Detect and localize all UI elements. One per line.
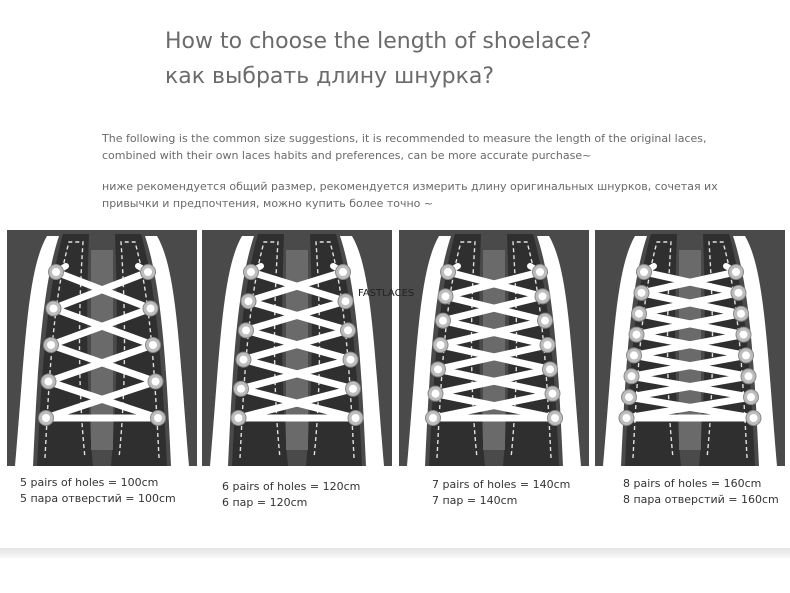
eyelet-hole (638, 289, 646, 297)
eyelet-hole (546, 365, 554, 373)
eyelet-hole (747, 393, 755, 401)
eyelet-hole (154, 414, 162, 422)
eyelet-hole (633, 331, 641, 339)
eyelet-hole (432, 390, 440, 398)
eyelet-hole (442, 292, 450, 300)
caption-7-pairs (432, 477, 570, 509)
eyelet-hole (50, 305, 58, 313)
eyelet-hole (742, 351, 750, 359)
eyelet-hole (152, 378, 160, 386)
eyelet-hole (347, 356, 355, 364)
caption-english: 7 pairs of holes = 140cm (432, 478, 571, 491)
eyelet-hole (52, 268, 60, 276)
eyelet-hole (242, 326, 250, 334)
shoe-panel-6 (202, 230, 392, 466)
eyelet-hole (247, 268, 255, 276)
caption-english: 8 pairs of holes = 160cm (623, 477, 762, 490)
eyelet-hole (541, 317, 549, 325)
eyelet-hole (237, 385, 245, 393)
shoe-lacing-illustration (7, 230, 197, 466)
caption-english: 6 pairs of holes = 120cm (222, 480, 361, 493)
watermark-text: FASTLACES (358, 288, 415, 299)
eyelet-hole (623, 414, 631, 422)
eyelet-hole (352, 414, 360, 422)
eyelet-hole (439, 317, 447, 325)
intro-russian-line-1: ниже рекомендуется общий размер, рекомендуется измерить длину оригинальных шнурков, сочетая их (102, 180, 718, 193)
eyelet-hole (549, 390, 557, 398)
eyelet-hole (630, 351, 638, 359)
title-english: How to choose the length of shoelace? (165, 29, 592, 54)
shoe-panel-5 (7, 230, 197, 466)
shoe-lacing-illustration (399, 230, 589, 466)
shoe-panel-8 (595, 230, 785, 466)
shoe-lacing-illustration (202, 230, 392, 466)
eyelet-hole (740, 331, 748, 339)
eyelet-hole (444, 268, 452, 276)
eyelet-hole (735, 289, 743, 297)
caption-5-pairs (20, 475, 176, 507)
intro-english (102, 130, 742, 164)
eyelet-hole (144, 268, 152, 276)
eyelet-hole (625, 393, 633, 401)
bottom-divider (0, 548, 790, 558)
caption-russian: 5 пара отверстий = 100cm (20, 492, 176, 505)
eyelet-hole (750, 414, 758, 422)
caption-6-pairs (222, 479, 360, 511)
caption-8-pairs (623, 476, 779, 508)
caption-russian: 8 пара отверстий = 160cm (623, 493, 779, 506)
eyelet-hole (429, 414, 437, 422)
shoe-panel-7 (399, 230, 589, 466)
eyelet-hole (339, 268, 347, 276)
eyelet-hole (42, 414, 50, 422)
eyelet-hole (536, 268, 544, 276)
eyelet-hole (551, 414, 559, 422)
caption-russian: 7 пар = 140cm (432, 494, 518, 507)
eyelet-hole (47, 341, 55, 349)
intro-english-line-2: combined with their own laces habits and preferences, can be more accurate purchase~ (102, 149, 592, 162)
eyelet-hole (434, 365, 442, 373)
eyelet-hole (235, 414, 243, 422)
eyelet-hole (344, 326, 352, 334)
eyelet-hole (349, 385, 357, 393)
title-russian: как выбрать длину шнурка? (165, 64, 495, 89)
eyelet-hole (437, 341, 445, 349)
eyelet-hole (544, 341, 552, 349)
eyelet-hole (745, 372, 753, 380)
eyelet-hole (45, 378, 53, 386)
eyelet-hole (147, 305, 155, 313)
eyelet-hole (737, 310, 745, 318)
eyelet-hole (539, 292, 547, 300)
eyelet-hole (635, 310, 643, 318)
eyelet-hole (149, 341, 157, 349)
caption-english: 5 pairs of holes = 100cm (20, 476, 159, 489)
eyelet-hole (640, 268, 648, 276)
eyelet-hole (342, 297, 350, 305)
eyelet-hole (732, 268, 740, 276)
intro-english-line-1: The following is the common size suggestions, it is recommended to measure the length of the original laces, (102, 132, 707, 145)
intro-russian-line-2: привычки и предпочтения, можно купить более точно ~ (102, 197, 434, 210)
eyelet-hole (245, 297, 253, 305)
caption-russian: 6 пар = 120cm (222, 496, 308, 509)
intro-russian (102, 178, 742, 212)
eyelet-hole (628, 372, 636, 380)
shoe-lacing-illustration (595, 230, 785, 466)
eyelet-hole (240, 356, 248, 364)
